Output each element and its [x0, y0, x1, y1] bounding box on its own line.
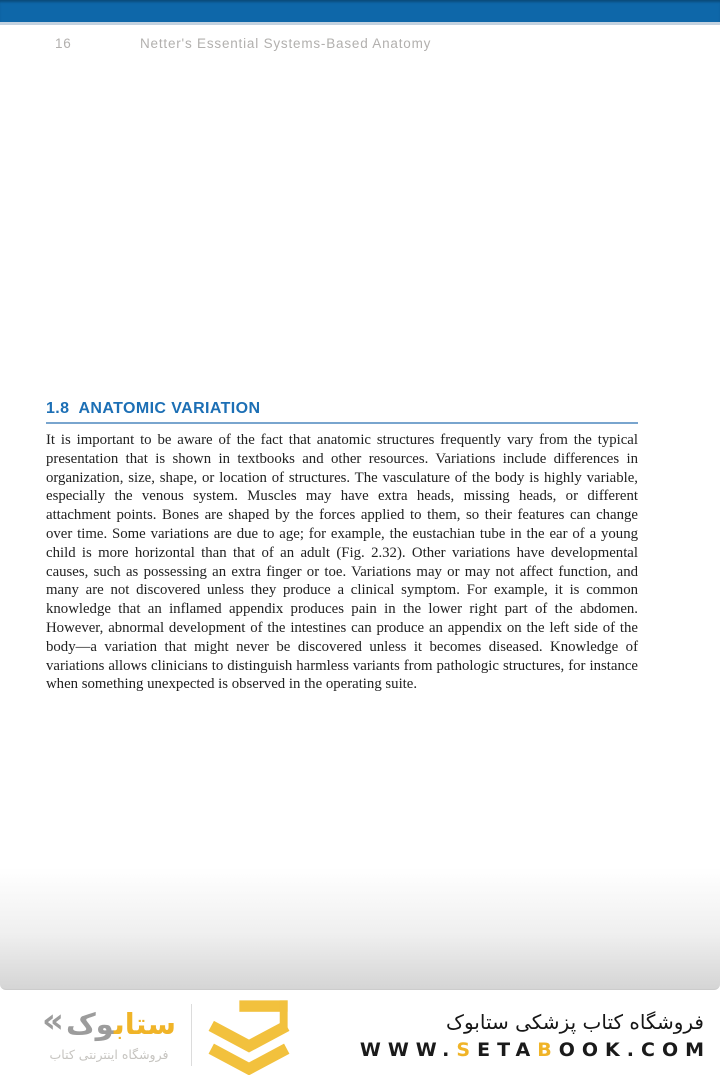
- url-eta: ETA: [477, 1038, 538, 1061]
- page-bottom-shadow: [0, 868, 720, 990]
- logo-text-block: [42, 1001, 176, 1062]
- store-title: فروشگاه کتاب پزشکی ستابوک: [446, 1009, 704, 1034]
- section-title: ANATOMIC VARIATION: [78, 400, 261, 417]
- footer-store-info: [359, 1009, 711, 1061]
- setabook-logo: [42, 996, 293, 1075]
- section-number: 1.8: [46, 400, 70, 417]
- running-head: [0, 36, 720, 56]
- logo-wordmark: [42, 1001, 176, 1042]
- wordmark-gray-part: وک: [65, 1007, 114, 1042]
- url-b-accent: B: [537, 1038, 559, 1061]
- wordmark-text: [66, 1008, 176, 1041]
- section-anatomic-variation: [46, 400, 638, 694]
- logo-tagline: فروشگاه اینترنتی کتاب: [49, 1046, 169, 1062]
- watermark-footer: [0, 990, 720, 1080]
- url-rest: OOK.COM: [558, 1038, 711, 1061]
- section-paragraph: It is important to be aware of the fact that anatomic structures frequently vary from the typical presentation that is shown in textbooks and other resources. Variations include differences in organization, size, shape, or location of structures. The vasculature of the body is highly variable, especially the venous system. Muscles may have extra heads, missing heads, or different attachment points. Bones are shaped by the forces applied to them, so their features can change over time. Some variations are due to age; for example, the eustachian tube in the ear of a young child is more horizontal than that of an adult (Fig. 2.32). Other variations have developmental causes, such as possessing an extra finger or toe. Variations may or may not affect function, and many are not discovered unless they produce a clinical symptom. For example, it is common knowledge that an inflamed appendix produces pain in the lower right part of the abdomen. However, abnormal development of the intestines can produce an appendix on the left side of the body—a variation that might never be discovered unless it becomes diseased. Knowledge of variations allows clinicians to distinguish harmless variants from pathologic structures, for instance when something unexpected is observed in the operating suite.: [46, 432, 638, 693]
- setabook-chevron-icon: [205, 996, 293, 1075]
- guillemet-icon: «: [42, 1001, 64, 1041]
- book-title: Netter's Essential Systems-Based Anatomy: [140, 36, 432, 51]
- page-top-color-bar: [0, 0, 720, 25]
- logo-divider: [191, 1004, 192, 1066]
- url-www: WWW.: [359, 1038, 457, 1061]
- url-s-accent: S: [456, 1038, 478, 1061]
- page-number: 16: [55, 36, 72, 51]
- website-url: [360, 1039, 711, 1061]
- section-heading: [46, 400, 638, 424]
- wordmark-yellow-part: ستاب: [113, 1007, 176, 1042]
